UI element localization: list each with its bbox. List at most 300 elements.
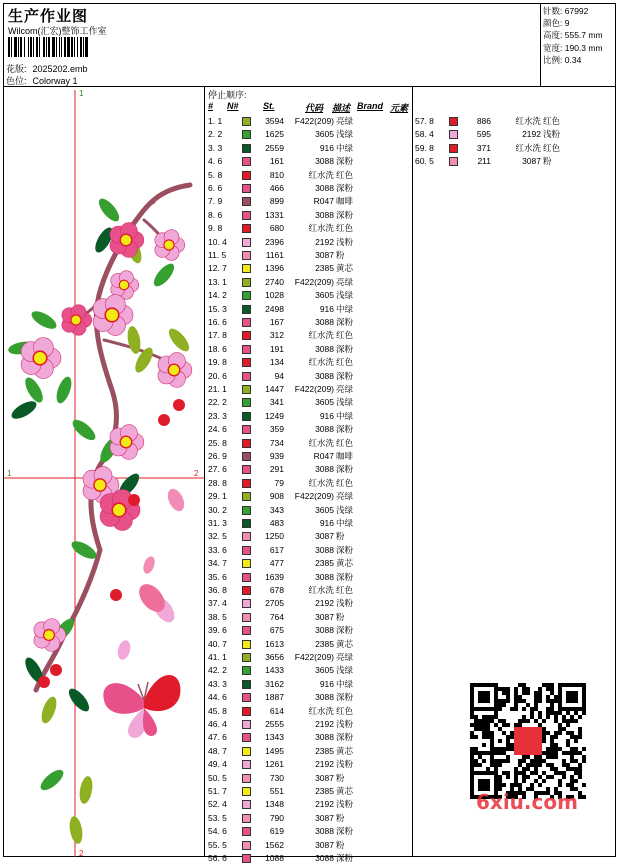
row-index: 6. 6 — [208, 183, 223, 193]
col-header-index: # — [208, 101, 214, 111]
color-swatch — [242, 653, 251, 662]
bud — [128, 494, 140, 506]
table-row — [208, 705, 408, 718]
table-row — [208, 571, 408, 584]
row-desc: 中绿 — [336, 303, 354, 314]
color-swatch — [242, 854, 251, 863]
table-row — [208, 839, 408, 852]
row-code: 红水洗 — [308, 585, 334, 595]
row-index: 37. 4 — [208, 598, 227, 609]
blossom — [62, 305, 92, 336]
row-code: 3088 — [315, 732, 334, 743]
row-stitches: 1348 — [265, 799, 284, 810]
leaf — [65, 685, 92, 714]
row-desc: 深粉 — [336, 692, 354, 703]
row-code: 3088 — [315, 853, 334, 863]
row-stitches: 1396 — [265, 263, 284, 274]
row-desc: 浅绿 — [336, 665, 354, 676]
color-swatch — [242, 787, 251, 796]
row-index: 1. 1 — [208, 116, 223, 126]
row-code: F422(209) — [294, 384, 334, 394]
row-code: 3605 — [315, 397, 334, 408]
color-swatch — [242, 546, 251, 555]
row-code: 2192 — [315, 759, 334, 770]
row-stitches: 1343 — [265, 732, 284, 743]
table-row — [208, 772, 408, 785]
row-code: 2192 — [315, 598, 334, 609]
spec-colors: 颜色: 9 — [543, 18, 570, 29]
row-index: 16. 6 — [208, 317, 227, 327]
color-swatch — [242, 439, 251, 448]
row-code: 2385 — [315, 263, 334, 274]
table-row — [208, 812, 408, 825]
row-index: 52. 4 — [208, 799, 227, 810]
color-swatch — [242, 197, 251, 206]
row-stitches: 1250 — [265, 531, 284, 542]
row-code: 3087 — [315, 812, 334, 823]
row-index: 8. 6 — [208, 209, 223, 220]
color-swatch — [242, 425, 251, 434]
blossom — [155, 230, 185, 261]
row-desc: 中绿 — [336, 678, 354, 689]
row-stitches: 1249 — [265, 410, 284, 421]
row-desc: 粉 — [336, 611, 345, 622]
row-code: 3605 — [315, 665, 334, 676]
row-index: 48. 7 — [208, 745, 227, 756]
row-index: 30. 2 — [208, 504, 227, 515]
table-row — [208, 142, 408, 155]
row-desc: 深粉 — [336, 732, 354, 743]
blossom — [93, 295, 133, 336]
color-swatch — [242, 465, 251, 474]
table-row — [208, 638, 408, 651]
color-swatch — [242, 827, 251, 836]
page-title: 生产作业图 — [8, 8, 89, 25]
table-row — [208, 678, 408, 691]
table-row — [208, 477, 408, 490]
row-stitches: 94 — [274, 370, 284, 381]
row-index: 29. 1 — [208, 491, 227, 502]
row-stitches: 3162 — [265, 678, 284, 689]
row-stitches: 1447 — [265, 384, 284, 394]
table-row — [208, 316, 408, 329]
row-code: 2385 — [315, 558, 334, 569]
row-code: 3088 — [315, 209, 334, 220]
row-index: 32. 5 — [208, 531, 227, 542]
row-desc: 中绿 — [336, 518, 354, 528]
leaf — [69, 416, 98, 443]
leaf — [39, 695, 60, 725]
row-desc: 红色 — [336, 477, 354, 488]
row-code: 红水洗 — [308, 357, 334, 368]
color-swatch — [242, 211, 251, 220]
color-swatch — [242, 760, 251, 769]
row-code: 红水洗 — [515, 116, 541, 126]
design-value: 2025202.emb — [32, 64, 88, 74]
color-swatch — [242, 532, 251, 541]
row-code: 3605 — [315, 290, 334, 301]
table-row — [208, 557, 408, 570]
row-stitches: 730 — [269, 772, 284, 783]
row-stitches: 1562 — [265, 839, 284, 850]
blossom — [158, 353, 192, 388]
guide-label-bottom: 2 — [79, 849, 84, 857]
row-stitches: 678 — [269, 585, 284, 595]
row-stitches: 595 — [476, 129, 491, 140]
table-divider — [412, 86, 413, 857]
row-stitches: 3656 — [265, 652, 284, 662]
row-desc: 浅粉 — [336, 799, 354, 810]
row-index: 49. 4 — [208, 759, 227, 770]
table-row — [415, 115, 615, 128]
color-swatch — [449, 157, 458, 166]
table-row — [208, 664, 408, 677]
row-stitches: 1088 — [265, 853, 284, 863]
spec-width: 宽度: 190.3 mm — [543, 42, 603, 53]
site-logo: 6xiu.com — [476, 790, 578, 814]
blossom — [21, 338, 61, 379]
row-stitches: 1433 — [265, 665, 284, 676]
table-row — [208, 182, 408, 195]
row-index: 50. 5 — [208, 772, 227, 783]
row-stitches: 167 — [269, 317, 284, 327]
row-desc: 黄芯 — [336, 786, 354, 796]
row-code: 3088 — [315, 343, 334, 354]
color-swatch — [242, 264, 251, 273]
table-row — [415, 128, 615, 141]
color-swatch — [449, 130, 458, 139]
row-desc: 浅粉 — [336, 719, 354, 729]
spec-height: 高度: 555.7 mm — [543, 30, 603, 41]
row-desc: 中绿 — [336, 142, 354, 153]
row-desc: 中绿 — [336, 410, 354, 421]
color-swatch — [242, 666, 251, 675]
row-desc: 深粉 — [336, 424, 354, 435]
row-code: R047 — [313, 196, 334, 207]
row-stitches: 619 — [269, 826, 284, 837]
table-row — [208, 624, 408, 637]
row-code: 红水洗 — [515, 142, 541, 153]
row-index: 51. 7 — [208, 786, 227, 796]
row-stitches: 551 — [269, 786, 284, 796]
guide-label-right: 2 — [194, 469, 199, 478]
row-code: 红水洗 — [308, 705, 334, 716]
row-index: 33. 6 — [208, 544, 227, 555]
row-desc: 深粉 — [336, 826, 354, 837]
barcode — [8, 37, 116, 57]
bud — [110, 589, 122, 601]
color-swatch — [449, 117, 458, 126]
specs-divider — [540, 3, 541, 86]
row-stitches: 764 — [269, 611, 284, 622]
row-desc: 红色 — [336, 223, 354, 234]
row-desc: 浅绿 — [336, 290, 354, 301]
leaf — [95, 195, 122, 224]
row-code: 3088 — [315, 692, 334, 703]
table-row — [208, 222, 408, 235]
row-index: 31. 3 — [208, 518, 227, 528]
row-desc: 红色 — [336, 585, 354, 595]
color-swatch — [242, 733, 251, 742]
row-index: 20. 6 — [208, 370, 227, 381]
row-stitches: 908 — [269, 491, 284, 502]
color-swatch — [242, 519, 251, 528]
row-desc: 深粉 — [336, 544, 354, 555]
col-header-desc: 描述 — [332, 103, 351, 113]
row-index: 7. 9 — [208, 196, 223, 207]
qr-code — [470, 683, 586, 799]
row-index: 17. 8 — [208, 330, 227, 341]
row-desc: 红色 — [336, 330, 354, 341]
table-row — [208, 209, 408, 222]
row-code: R047 — [313, 451, 334, 461]
table-row — [208, 758, 408, 771]
row-stitches: 2705 — [265, 598, 284, 609]
color-swatch — [242, 452, 251, 461]
row-index: 4. 6 — [208, 156, 223, 167]
row-stitches: 466 — [269, 183, 284, 193]
row-code: 3087 — [315, 772, 334, 783]
bud — [173, 399, 185, 411]
table-row — [208, 169, 408, 182]
color-swatch — [242, 398, 251, 407]
row-desc: 浅粉 — [336, 236, 354, 247]
row-code: 3088 — [315, 544, 334, 555]
row-index: 44. 6 — [208, 692, 227, 703]
table-row — [208, 128, 408, 141]
color-swatch — [242, 345, 251, 354]
embroidery-artwork — [4, 90, 204, 857]
row-code: 2385 — [315, 786, 334, 796]
leaf — [29, 308, 59, 332]
color-swatch — [242, 412, 251, 421]
table-row — [208, 651, 408, 664]
row-index: 12. 7 — [208, 263, 227, 274]
row-stitches: 2555 — [265, 719, 284, 729]
artwork-divider — [204, 86, 205, 857]
row-code: 3087 — [315, 839, 334, 850]
color-swatch — [242, 184, 251, 193]
blossom — [110, 425, 144, 460]
row-desc: 深粉 — [336, 853, 354, 863]
color-swatch — [242, 800, 251, 809]
color-swatch — [242, 599, 251, 608]
row-desc: 浅绿 — [336, 397, 354, 408]
row-desc: 红色 — [336, 357, 354, 368]
row-desc: 黄芯 — [336, 745, 354, 756]
row-desc: 浅绿 — [336, 129, 354, 140]
leaf — [165, 325, 192, 354]
color-swatch — [242, 479, 251, 488]
color-swatch — [242, 331, 251, 340]
table-row — [208, 155, 408, 168]
table-row — [415, 155, 615, 168]
table-row — [208, 731, 408, 744]
row-stitches: 810 — [269, 169, 284, 180]
row-index: 53. 5 — [208, 812, 227, 823]
row-stitches: 939 — [269, 451, 284, 461]
row-index: 42. 2 — [208, 665, 227, 676]
col-header-needle: N# — [227, 101, 239, 111]
row-index: 27. 6 — [208, 464, 227, 475]
row-index: 22. 2 — [208, 397, 227, 408]
color-swatch — [242, 224, 251, 233]
row-stitches: 886 — [476, 116, 491, 126]
row-desc: 咖啡 — [336, 451, 354, 461]
color-swatch — [242, 747, 251, 756]
qr-center-badge — [514, 727, 542, 755]
row-code: 红水洗 — [308, 437, 334, 448]
row-stitches: 2559 — [265, 142, 284, 153]
row-desc: 粉 — [543, 156, 552, 167]
row-index: 26. 9 — [208, 451, 227, 461]
row-index: 10. 4 — [208, 236, 227, 247]
table-row — [208, 544, 408, 557]
row-index: 59. 8 — [415, 142, 434, 153]
color-swatch — [242, 318, 251, 327]
table-row — [208, 597, 408, 610]
color-swatch — [242, 626, 251, 635]
color-swatch — [242, 774, 251, 783]
row-index: 36. 8 — [208, 585, 227, 595]
row-desc: 亮绿 — [336, 276, 354, 287]
colorway-line — [6, 74, 78, 87]
color-swatch — [242, 157, 251, 166]
row-desc: 浅粉 — [336, 598, 354, 609]
row-index: 54. 6 — [208, 826, 227, 837]
table-row — [208, 825, 408, 838]
color-swatch — [242, 251, 251, 260]
table-row — [208, 785, 408, 798]
row-code: 916 — [319, 142, 334, 153]
row-index: 14. 2 — [208, 290, 227, 301]
table-row — [208, 195, 408, 208]
row-index: 39. 6 — [208, 625, 227, 636]
color-swatch — [242, 117, 251, 126]
table-row — [208, 236, 408, 249]
row-desc: 亮绿 — [336, 116, 354, 126]
color-swatch — [242, 814, 251, 823]
table-row — [208, 115, 408, 128]
row-index: 23. 3 — [208, 410, 227, 421]
table-row — [208, 611, 408, 624]
bud — [158, 414, 170, 426]
row-index: 2. 2 — [208, 129, 223, 140]
row-stitches: 899 — [269, 196, 284, 207]
row-index: 38. 5 — [208, 611, 227, 622]
col-header-brand: Brand — [357, 101, 384, 111]
row-desc: 红色 — [336, 437, 354, 448]
row-index: 55. 5 — [208, 839, 227, 850]
row-desc: 深粉 — [336, 156, 354, 167]
leaf — [68, 815, 85, 845]
row-code: 2192 — [315, 236, 334, 247]
row-desc: 深粉 — [336, 370, 354, 381]
color-swatch — [242, 693, 251, 702]
row-desc: 红色 — [543, 116, 561, 126]
row-desc: 红色 — [543, 142, 561, 153]
row-stitches: 790 — [269, 812, 284, 823]
color-swatch — [242, 385, 251, 394]
row-index: 43. 3 — [208, 678, 227, 689]
row-stitches: 1887 — [265, 692, 284, 703]
row-stitches: 211 — [477, 156, 491, 167]
table-row — [208, 530, 408, 543]
row-index: 13. 1 — [208, 276, 227, 287]
row-index: 46. 4 — [208, 719, 227, 729]
leaf — [22, 375, 46, 405]
row-code: 916 — [319, 518, 334, 528]
color-swatch — [242, 573, 251, 582]
row-index: 60. 5 — [415, 156, 434, 167]
row-stitches: 341 — [269, 397, 284, 408]
row-stitches: 1625 — [265, 129, 284, 140]
leaf — [37, 766, 66, 793]
row-code: 3088 — [315, 156, 334, 167]
leaf — [150, 260, 177, 289]
row-index: 28. 8 — [208, 477, 227, 488]
row-index: 11. 5 — [208, 250, 227, 260]
row-code: 红水洗 — [308, 330, 334, 341]
row-index: 25. 8 — [208, 437, 227, 448]
design-label: 花版: — [6, 64, 27, 74]
col-header-element: 元素 — [390, 103, 409, 113]
row-desc: 黄芯 — [336, 638, 354, 649]
row-code: 3088 — [315, 370, 334, 381]
row-stitches: 371 — [476, 142, 491, 153]
color-swatch — [242, 492, 251, 501]
row-stitches: 617 — [269, 544, 284, 555]
row-stitches: 312 — [269, 330, 284, 341]
color-swatch — [242, 841, 251, 850]
row-stitches: 734 — [269, 437, 284, 448]
row-stitches: 614 — [269, 705, 284, 716]
row-code: F422(209) — [294, 276, 334, 287]
row-desc: 粉 — [336, 839, 345, 850]
row-stitches: 3594 — [265, 116, 284, 126]
row-index: 34. 7 — [208, 558, 227, 569]
color-swatch — [242, 613, 251, 622]
color-swatch — [242, 278, 251, 287]
studio-name: Wilcom(汇宏)整饰工作室 — [8, 26, 107, 36]
table-row — [208, 584, 408, 597]
table-row — [208, 517, 408, 530]
butterfly — [103, 675, 180, 738]
row-code: 2385 — [315, 745, 334, 756]
color-swatch — [242, 372, 251, 381]
row-code: 红水洗 — [308, 477, 334, 488]
row-desc: 亮绿 — [336, 384, 354, 394]
spec-stitches: 针数: 67992 — [543, 6, 589, 16]
col-header-stitches: St. — [263, 101, 275, 111]
row-desc: 深粉 — [336, 209, 354, 220]
row-desc: 深粉 — [336, 625, 354, 636]
row-code: 红水洗 — [308, 169, 334, 180]
colorway-value: Colorway 1 — [32, 76, 78, 86]
row-desc: 深粉 — [336, 571, 354, 582]
table-row — [208, 262, 408, 275]
table-row — [208, 249, 408, 262]
row-code: 3605 — [315, 129, 334, 140]
row-stitches: 291 — [269, 464, 284, 475]
color-swatch — [242, 358, 251, 367]
row-code: F422(209) — [294, 652, 334, 662]
row-stitches: 359 — [269, 424, 284, 435]
table-row — [208, 798, 408, 811]
table-row — [208, 691, 408, 704]
row-code: 3088 — [315, 424, 334, 435]
row-code: 2192 — [315, 719, 334, 729]
